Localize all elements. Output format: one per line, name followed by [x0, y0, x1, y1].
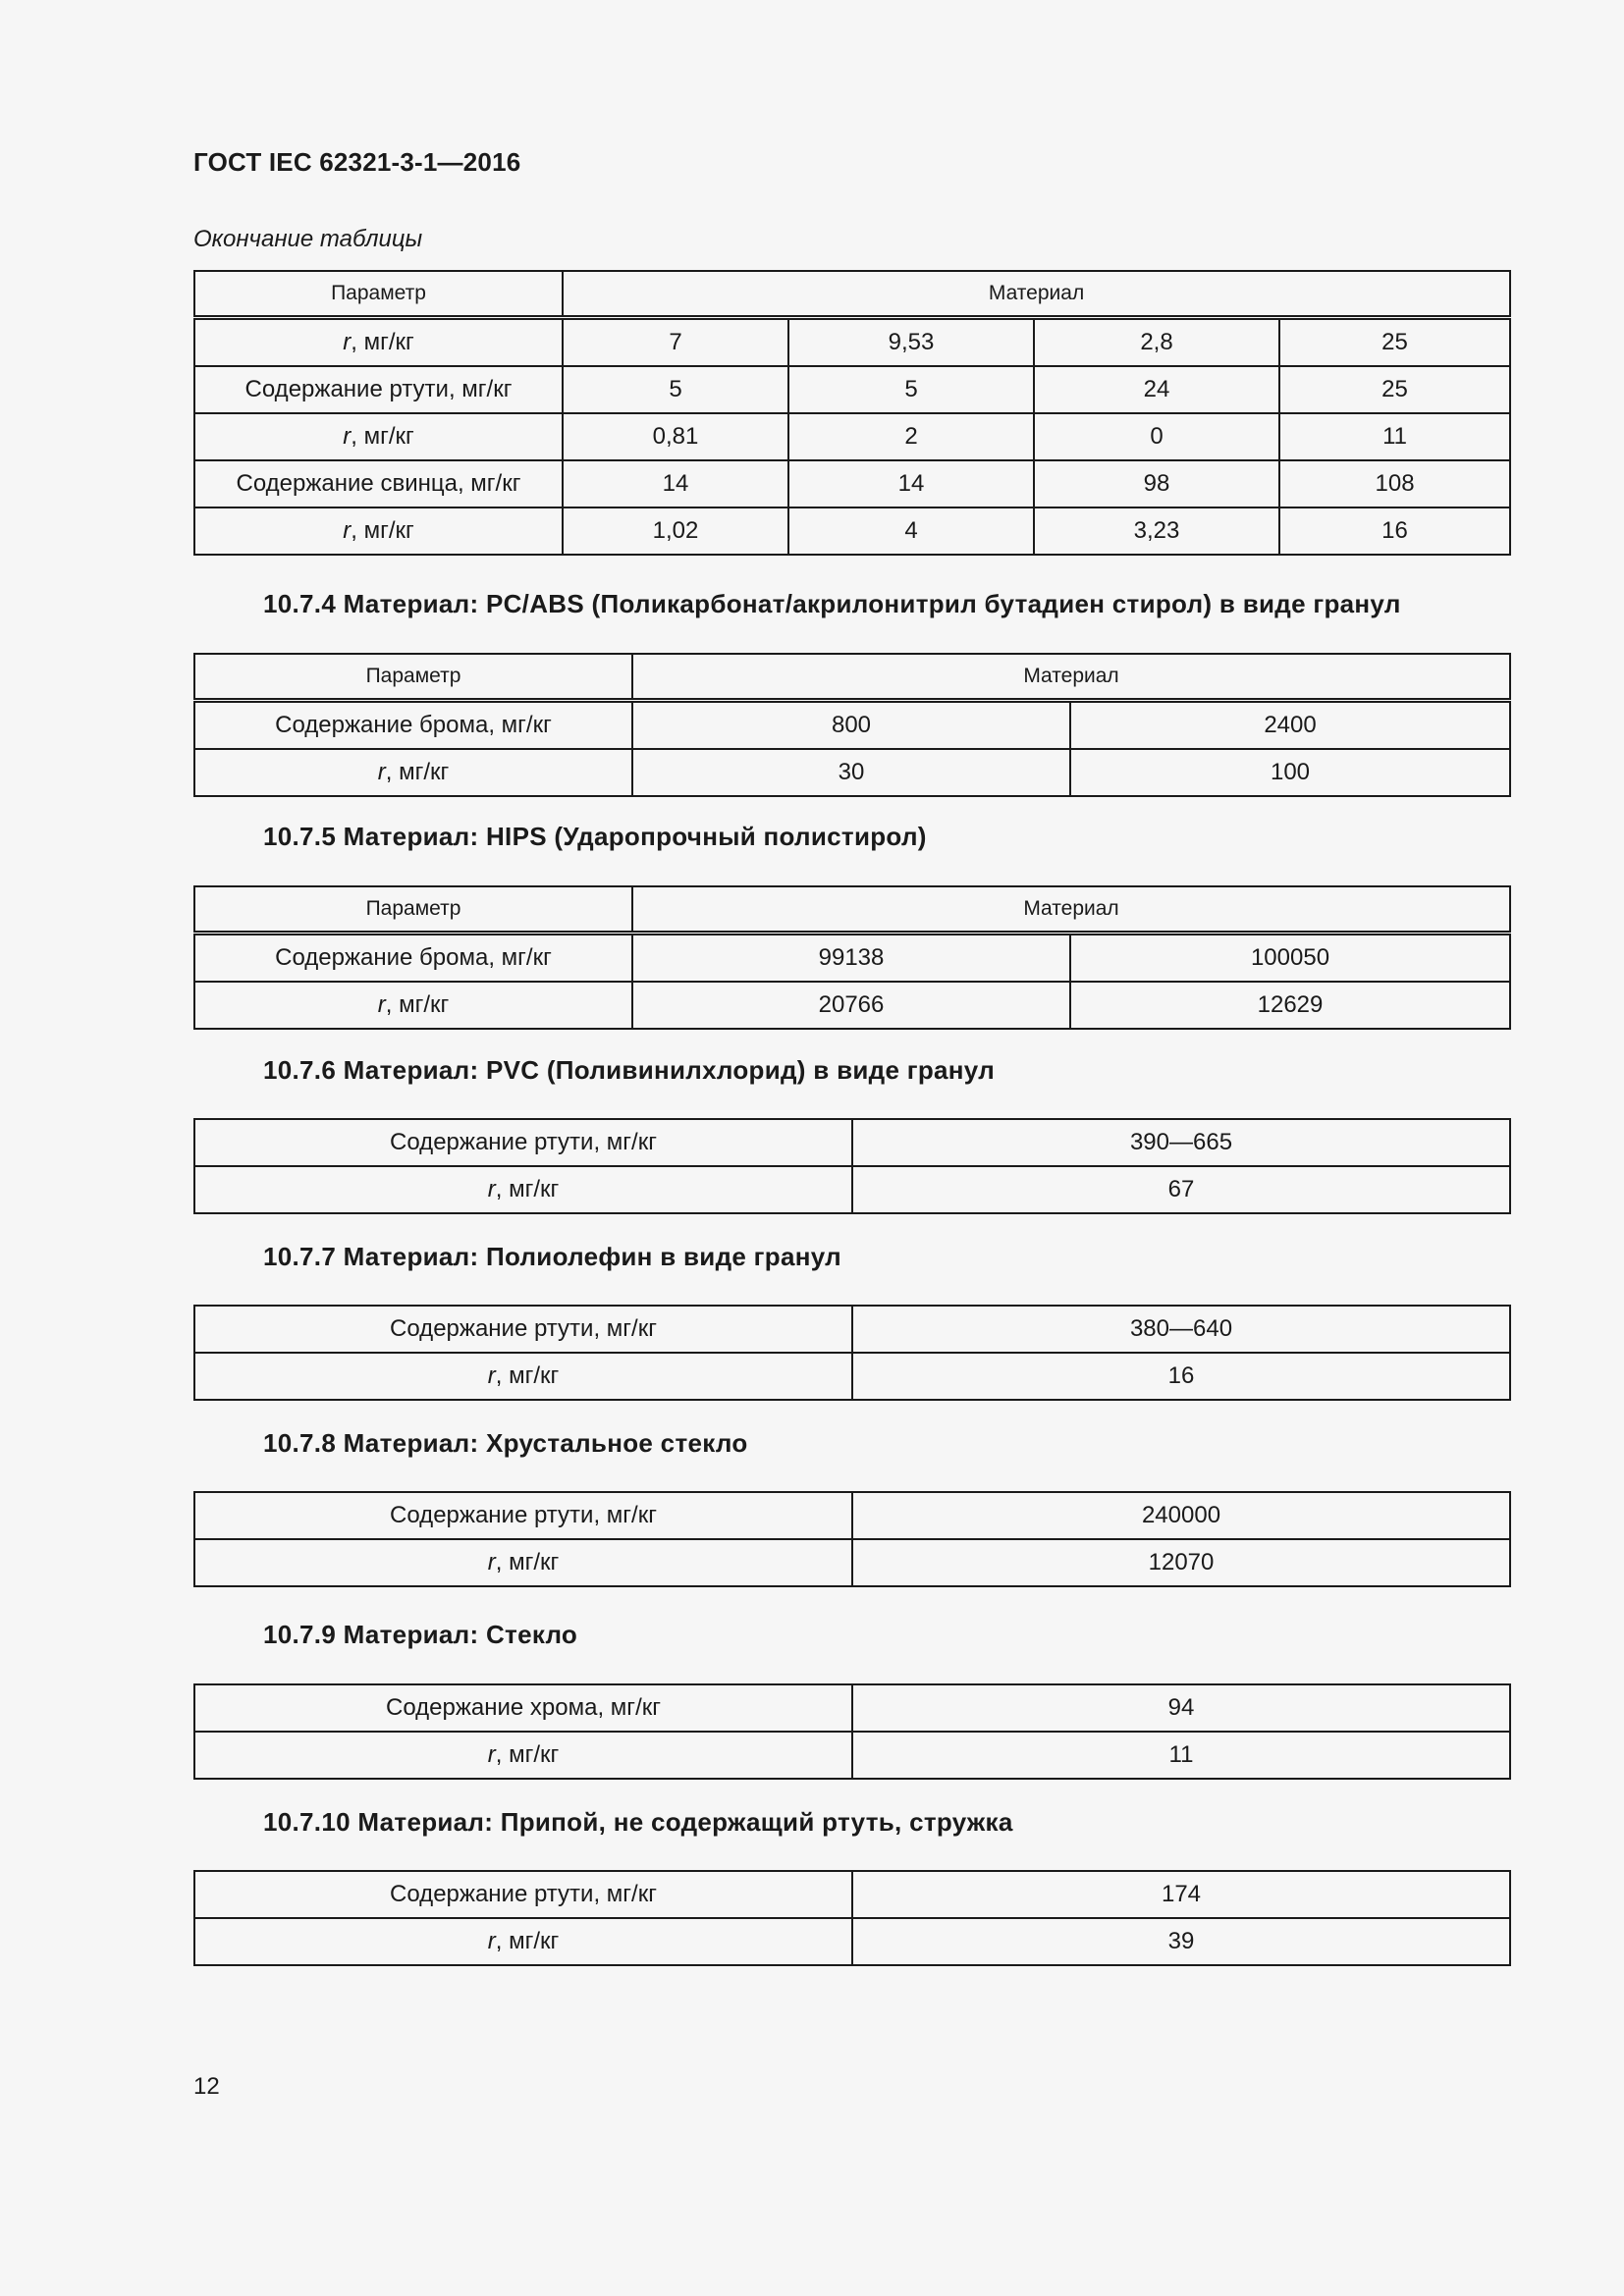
- table-hips: [193, 885, 1511, 1030]
- table-row: [194, 1871, 1510, 1918]
- cell: 25: [1279, 318, 1510, 367]
- row-label: r, мг/кг: [194, 507, 563, 555]
- table-pc-abs: [193, 653, 1511, 797]
- cell: 98: [1034, 460, 1279, 507]
- row-label: r, мг/кг: [194, 1918, 852, 1965]
- row-label: Содержание ртути, мг/кг: [194, 1119, 852, 1166]
- section-heading-10-7-10: 10.7.10 Материал: Припой, не содержащий ртуть, стружка: [263, 1807, 1013, 1837]
- table-row: [194, 366, 1510, 413]
- table-row: [194, 1166, 1510, 1213]
- cell: 99138: [632, 934, 1070, 983]
- table-row: [194, 749, 1510, 796]
- table-row: [194, 460, 1510, 507]
- cell: 380—640: [852, 1306, 1510, 1353]
- table-header-row: [194, 654, 1510, 701]
- cell: 240000: [852, 1492, 1510, 1539]
- cell: 39: [852, 1918, 1510, 1965]
- cell: 25: [1279, 366, 1510, 413]
- cell: 12629: [1070, 982, 1510, 1029]
- cell: 30: [632, 749, 1070, 796]
- cell: 2: [788, 413, 1034, 460]
- row-label: Содержание ртути, мг/кг: [194, 366, 563, 413]
- cell: 0: [1034, 413, 1279, 460]
- table-row: [194, 934, 1510, 983]
- header-material: Материал: [563, 271, 1510, 318]
- table-pvc: [193, 1118, 1511, 1214]
- row-label: Содержание брома, мг/кг: [194, 934, 632, 983]
- table-row: [194, 1539, 1510, 1586]
- row-label: r, мг/кг: [194, 1166, 852, 1213]
- cell: 108: [1279, 460, 1510, 507]
- section-heading-10-7-5: 10.7.5 Материал: HIPS (Ударопрочный полистирол): [263, 822, 927, 851]
- table-row: [194, 1492, 1510, 1539]
- table-row: [194, 1119, 1510, 1166]
- table-continuation: [193, 270, 1511, 556]
- cell: 20766: [632, 982, 1070, 1029]
- cell: 16: [1279, 507, 1510, 555]
- row-label: Содержание свинца, мг/кг: [194, 460, 563, 507]
- table-header-row: [194, 271, 1510, 318]
- cell: 16: [852, 1353, 1510, 1400]
- row-label: Содержание ртути, мг/кг: [194, 1306, 852, 1353]
- section-heading-10-7-9: 10.7.9 Материал: Стекло: [263, 1620, 578, 1649]
- table-header-row: [194, 886, 1510, 934]
- cell: 100050: [1070, 934, 1510, 983]
- header-material: Материал: [632, 654, 1510, 701]
- header-material: Материал: [632, 886, 1510, 934]
- cell: 5: [788, 366, 1034, 413]
- row-label: r, мг/кг: [194, 1353, 852, 1400]
- table-row: [194, 318, 1510, 367]
- table-polyolefin: [193, 1305, 1511, 1401]
- table-row: [194, 1353, 1510, 1400]
- row-label: r, мг/кг: [194, 1539, 852, 1586]
- row-label: r, мг/кг: [194, 413, 563, 460]
- table-glass: [193, 1683, 1511, 1780]
- cell: 800: [632, 701, 1070, 750]
- row-label: r, мг/кг: [194, 982, 632, 1029]
- row-label: Содержание хрома, мг/кг: [194, 1684, 852, 1732]
- cell: 14: [563, 460, 788, 507]
- table-row: [194, 413, 1510, 460]
- section-heading-10-7-4: 10.7.4 Материал: PC/ABS (Поликарбонат/акрилонитрил бутадиен стирол) в виде гранул: [263, 589, 1401, 618]
- section-heading-10-7-8: 10.7.8 Материал: Хрустальное стекло: [263, 1428, 748, 1458]
- table-crystal-glass: [193, 1491, 1511, 1587]
- header-parameter: Параметр: [194, 654, 632, 701]
- table-row: [194, 1732, 1510, 1779]
- cell: 14: [788, 460, 1034, 507]
- cell: 3,23: [1034, 507, 1279, 555]
- row-label: r, мг/кг: [194, 318, 563, 367]
- cell: 67: [852, 1166, 1510, 1213]
- cell: 2,8: [1034, 318, 1279, 367]
- cell: 94: [852, 1684, 1510, 1732]
- cell: 24: [1034, 366, 1279, 413]
- row-label: Содержание брома, мг/кг: [194, 701, 632, 750]
- row-label: r, мг/кг: [194, 749, 632, 796]
- cell: 390—665: [852, 1119, 1510, 1166]
- cell: 12070: [852, 1539, 1510, 1586]
- cell: 5: [563, 366, 788, 413]
- section-heading-10-7-6: 10.7.6 Материал: PVC (Поливинилхлорид) в виде гранул: [263, 1055, 996, 1085]
- page-number: 12: [193, 2073, 220, 2100]
- header-parameter: Параметр: [194, 271, 563, 318]
- table-row: [194, 507, 1510, 555]
- cell: 9,53: [788, 318, 1034, 367]
- cell: 100: [1070, 749, 1510, 796]
- cell: 11: [1279, 413, 1510, 460]
- row-label: Содержание ртути, мг/кг: [194, 1492, 852, 1539]
- table-row: [194, 1918, 1510, 1965]
- cell: 11: [852, 1732, 1510, 1779]
- table-solder: [193, 1870, 1511, 1966]
- row-label: Содержание ртути, мг/кг: [194, 1871, 852, 1918]
- cell: 174: [852, 1871, 1510, 1918]
- section-heading-10-7-7: 10.7.7 Материал: Полиолефин в виде гранул: [263, 1242, 841, 1271]
- cell: 0,81: [563, 413, 788, 460]
- row-label: r, мг/кг: [194, 1732, 852, 1779]
- document-code: ГОСТ IEC 62321-3-1—2016: [193, 147, 521, 177]
- cell: 7: [563, 318, 788, 367]
- table-row: [194, 1306, 1510, 1353]
- table-row: [194, 1684, 1510, 1732]
- table-continuation-caption: Окончание таблицы: [193, 226, 423, 252]
- table-row: [194, 701, 1510, 750]
- cell: 2400: [1070, 701, 1510, 750]
- cell: 4: [788, 507, 1034, 555]
- header-parameter: Параметр: [194, 886, 632, 934]
- table-row: [194, 982, 1510, 1029]
- cell: 1,02: [563, 507, 788, 555]
